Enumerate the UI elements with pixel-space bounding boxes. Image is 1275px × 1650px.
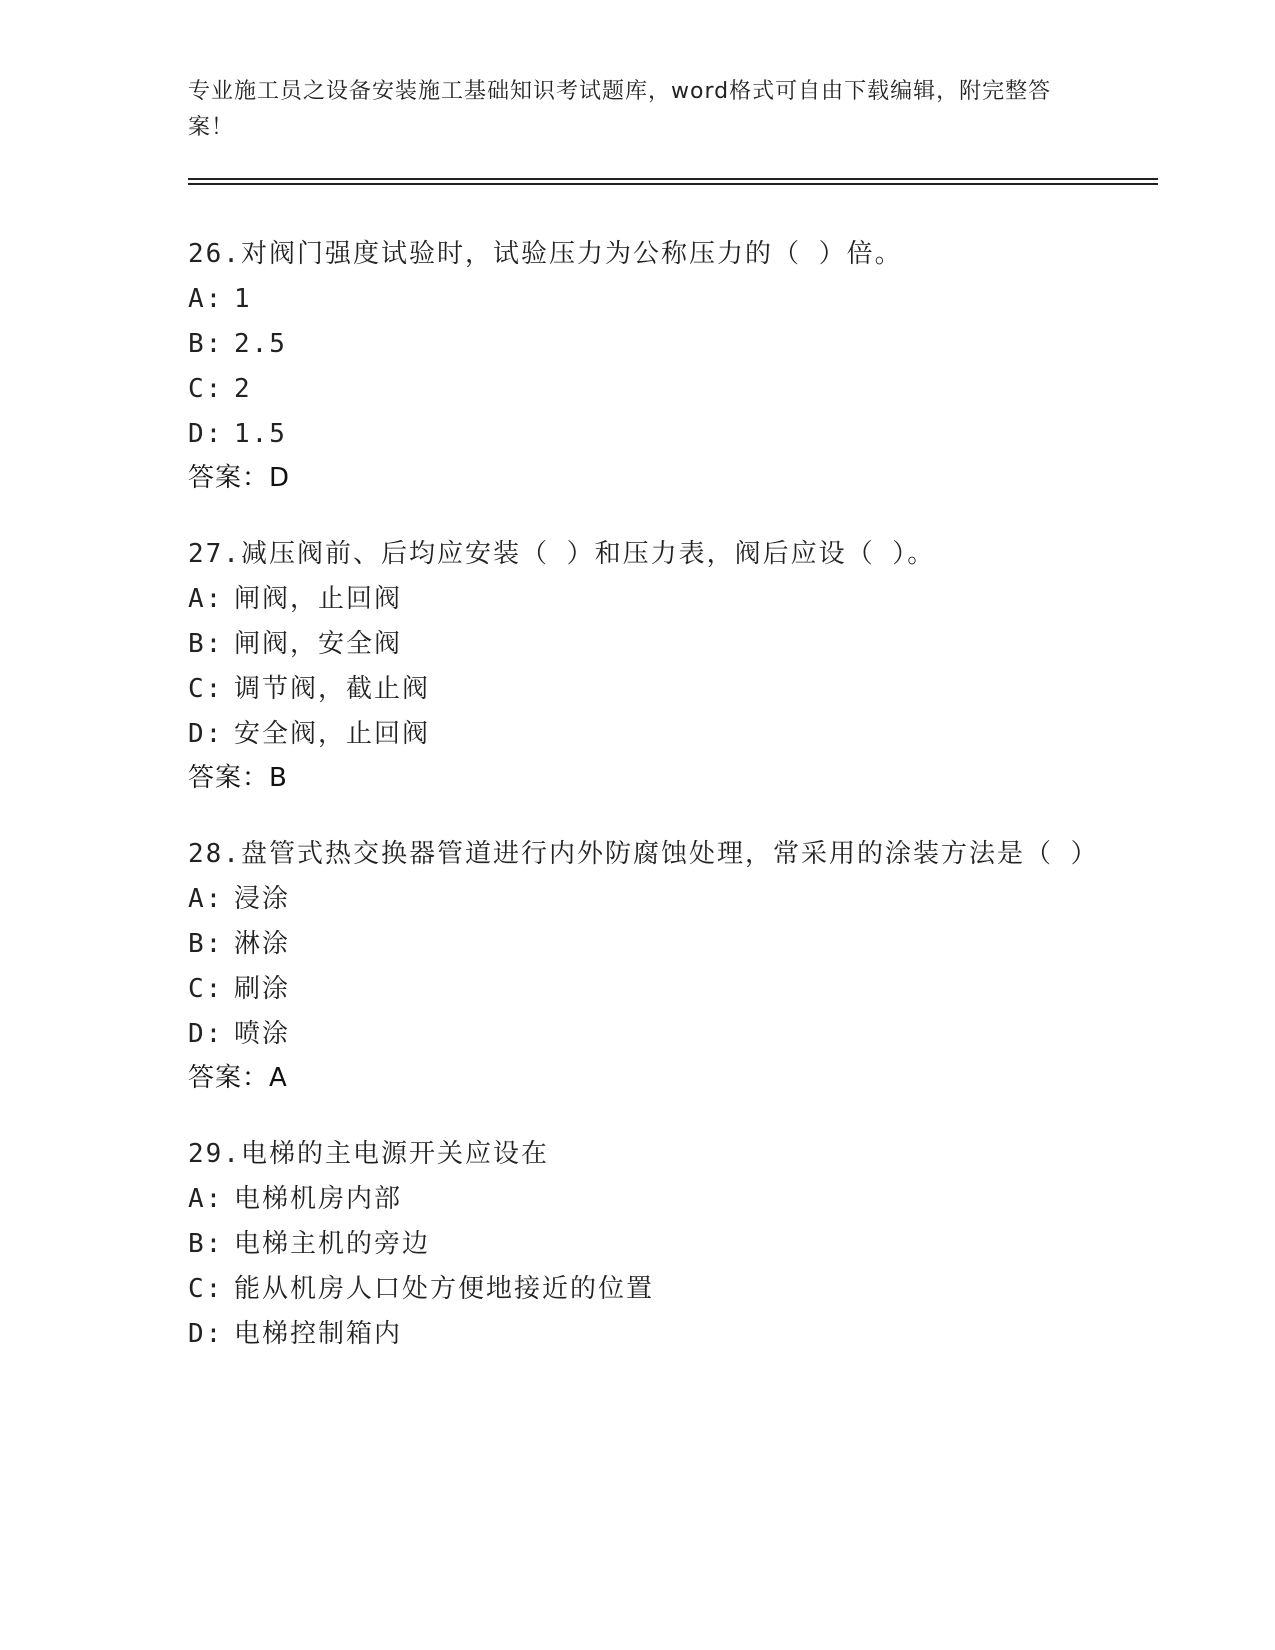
option-c: [188, 1271, 1088, 1307]
option-text: 淋涂: [234, 929, 291, 959]
question-26: [188, 236, 1088, 496]
option-text: 调节阀，截止阀: [234, 674, 431, 704]
option-d: [188, 416, 1088, 452]
option-c: [188, 971, 1088, 1007]
header-rule-bottom: [188, 183, 1158, 185]
option-letter: D:: [188, 1319, 224, 1349]
option-a: [188, 581, 1088, 617]
option-letter: C:: [188, 374, 224, 404]
answer: 答案：A: [188, 1063, 288, 1093]
option-text: 安全阀，止回阀: [234, 719, 431, 749]
option-b: [188, 1226, 1088, 1262]
option-letter: D:: [188, 1019, 224, 1049]
question-27: [188, 536, 1088, 796]
option-b: [188, 626, 1088, 662]
option-letter: B:: [188, 929, 224, 959]
option-text: 电梯主机的旁边: [234, 1229, 431, 1259]
question-28: [188, 836, 1099, 1096]
option-text: 浸涂: [234, 884, 291, 914]
question-stem: 26.对阀门强度试验时，试验压力为公称压力的（ ）倍。: [188, 239, 903, 269]
option-text: 刷涂: [234, 974, 291, 1004]
option-d: [188, 716, 1088, 752]
option-letter: B:: [188, 329, 224, 359]
option-c: [188, 671, 1088, 707]
header-rule-top: [188, 178, 1158, 180]
option-a: [188, 281, 1088, 317]
option-b: [188, 326, 1088, 362]
option-letter: A:: [188, 284, 224, 314]
option-text: 能从机房人口处方便地接近的位置: [234, 1274, 655, 1304]
option-c: [188, 371, 1088, 407]
option-text: 闸阀，安全阀: [234, 629, 403, 659]
option-letter: A:: [188, 584, 224, 614]
document-header: 专业施工员之设备安装施工基础知识考试题库，word格式可自由下载编辑，附完整答案！: [188, 79, 1052, 140]
option-letter: A:: [188, 884, 224, 914]
option-a: [188, 881, 1088, 917]
option-letter: A:: [188, 1184, 224, 1214]
option-d: [188, 1316, 1088, 1352]
question-stem: 29.电梯的主电源开关应设在: [188, 1139, 549, 1169]
option-text: 电梯机房内部: [234, 1184, 403, 1214]
answer: 答案：B: [188, 763, 288, 793]
option-b: [188, 926, 1088, 962]
option-text: 喷涂: [234, 1019, 291, 1049]
question-29: [188, 1136, 1088, 1352]
question-list: [188, 236, 1099, 1392]
option-text: 电梯控制箱内: [234, 1319, 403, 1349]
option-text: 1.5: [234, 419, 287, 449]
option-text: 2: [234, 374, 252, 404]
option-letter: D:: [188, 419, 224, 449]
option-text: 1: [234, 284, 252, 314]
question-stem: 28.盘管式热交换器管道进行内外防腐蚀处理，常采用的涂装方法是（ ）: [188, 839, 1099, 869]
option-letter: B:: [188, 1229, 224, 1259]
option-text: 2.5: [234, 329, 287, 359]
option-d: [188, 1016, 1088, 1052]
option-letter: C:: [188, 974, 224, 1004]
option-letter: B:: [188, 629, 224, 659]
question-stem: 27.减压阀前、后均应安装（ ）和压力表，阀后应设（ ）。: [188, 539, 936, 569]
answer: 答案：D: [188, 463, 291, 493]
option-letter: C:: [188, 674, 224, 704]
option-a: [188, 1181, 1088, 1217]
option-letter: C:: [188, 1274, 224, 1304]
option-text: 闸阀，止回阀: [234, 584, 403, 614]
option-letter: D:: [188, 719, 224, 749]
